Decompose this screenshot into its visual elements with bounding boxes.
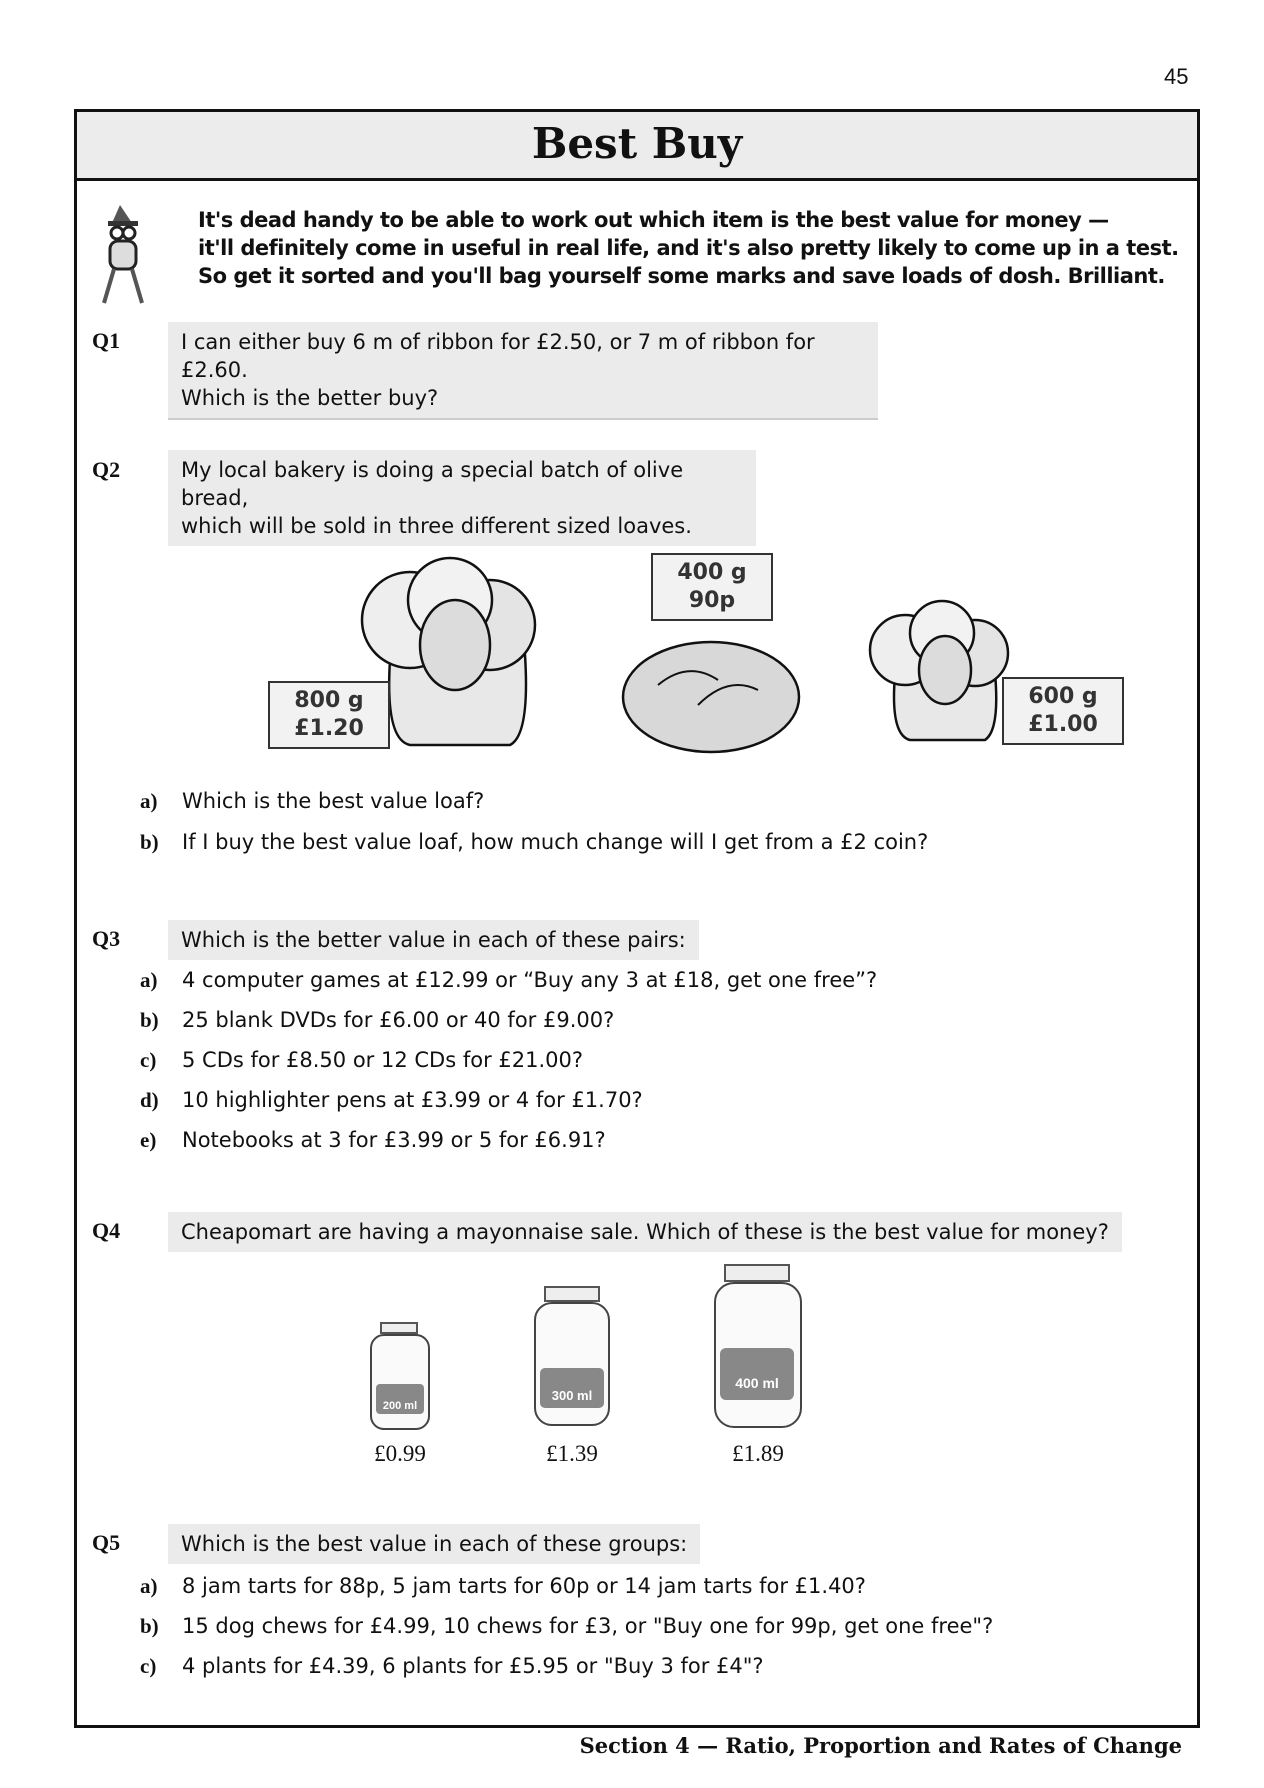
intro-text — [198, 206, 1179, 290]
loaf-weight: 800 g — [294, 688, 364, 713]
jar-200ml — [368, 1322, 432, 1430]
q5b-label: b) — [140, 1614, 159, 1638]
q2b-label: b) — [140, 830, 159, 854]
jar-price: £0.99 — [374, 1441, 426, 1466]
q3c-label: c) — [140, 1048, 157, 1072]
q5c-text: 4 plants for £4.39, 6 plants for £5.95 or "Buy 3 for £4"? — [182, 1654, 764, 1678]
page-title: Best Buy — [74, 109, 1200, 181]
loaf-tag-800g — [268, 681, 390, 749]
q3c-text: 5 CDs for £8.50 or 12 CDs for £21.00? — [182, 1048, 584, 1072]
small-loaf-image — [860, 595, 1020, 745]
loaf-weight: 400 g — [677, 560, 747, 585]
q5-text: Which is the best value in each of these groups: — [168, 1524, 700, 1564]
mascot-icon — [98, 205, 158, 305]
jar-size: 300 ml — [540, 1368, 604, 1408]
jar-size: 400 ml — [720, 1348, 794, 1400]
q4-text: Cheapomart are having a mayonnaise sale. Which of these is the best value for money? — [168, 1212, 1122, 1252]
q3-text: Which is the better value in each of these pairs: — [168, 920, 699, 960]
q5c-label: c) — [140, 1654, 157, 1678]
q5a-label: a) — [140, 1574, 158, 1598]
loaf-price: 90p — [688, 588, 736, 613]
page-number: 45 — [1164, 64, 1189, 89]
section-footer: Section 4 — Ratio, Proportion and Rates of Change — [579, 1733, 1182, 1758]
q1-text — [168, 322, 878, 420]
q4-label: Q4 — [92, 1218, 121, 1243]
q2-line: My local bakery is doing a special batch of olive bread, — [181, 458, 684, 510]
q2-label: Q2 — [92, 457, 121, 482]
intro-line: It's dead handy to be able to work out which item is the best value for money — — [198, 208, 1109, 232]
intro-line: So get it sorted and you'll bag yourself some marks and save loads of dosh. Brilliant. — [198, 264, 1165, 288]
loaf-tag-400g — [651, 553, 773, 621]
jar-size: 200 ml — [376, 1384, 424, 1414]
q3a-label: a) — [140, 968, 158, 992]
q3d-text: 10 highlighter pens at £3.99 or 4 for £1.70? — [182, 1088, 643, 1112]
loaf-weight: 600 g — [1028, 684, 1098, 709]
q3d-label: d) — [140, 1088, 159, 1112]
loaf-price: £1.20 — [294, 716, 364, 741]
q1-label: Q1 — [92, 328, 121, 353]
q2a-label: a) — [140, 789, 158, 813]
loaf-tag-600g — [1002, 677, 1124, 745]
q3a-text: 4 computer games at £12.99 or “Buy any 3 at £18, get one free”? — [182, 968, 878, 992]
q5a-text: 8 jam tarts for 88p, 5 jam tarts for 60p or 14 jam tarts for £1.40? — [182, 1574, 866, 1598]
q2b-text: If I buy the best value loaf, how much change will I get from a £2 coin? — [182, 830, 929, 854]
medium-loaf-image — [618, 635, 804, 755]
q5b-text: 15 dog chews for £4.99, 10 chews for £3, or "Buy one for 99p, get one free"? — [182, 1614, 994, 1638]
jar-300ml — [532, 1286, 612, 1428]
q2a-text: Which is the best value loaf? — [182, 789, 485, 813]
q1-line: Which is the better buy? — [181, 386, 439, 410]
q3-label: Q3 — [92, 926, 121, 951]
q3e-text: Notebooks at 3 for £3.99 or 5 for £6.91? — [182, 1128, 606, 1152]
jar-price: £1.89 — [732, 1441, 784, 1466]
q3b-text: 25 blank DVDs for £6.00 or 40 for £9.00? — [182, 1008, 615, 1032]
jar-400ml — [712, 1264, 804, 1428]
q2-text — [168, 450, 756, 546]
loaf-price: £1.00 — [1028, 712, 1098, 737]
jar-price: £1.39 — [546, 1441, 598, 1466]
q1-line: I can either buy 6 m of ribbon for £2.50, or 7 m of ribbon for £2.60. — [181, 330, 815, 382]
intro-line: it'll definitely come in useful in real life, and it's also pretty likely to come up in a test. — [198, 236, 1179, 260]
q5-label: Q5 — [92, 1530, 121, 1555]
q3e-label: e) — [140, 1128, 157, 1152]
q2-line: which will be sold in three different sized loaves. — [181, 514, 692, 538]
q3b-label: b) — [140, 1008, 159, 1032]
